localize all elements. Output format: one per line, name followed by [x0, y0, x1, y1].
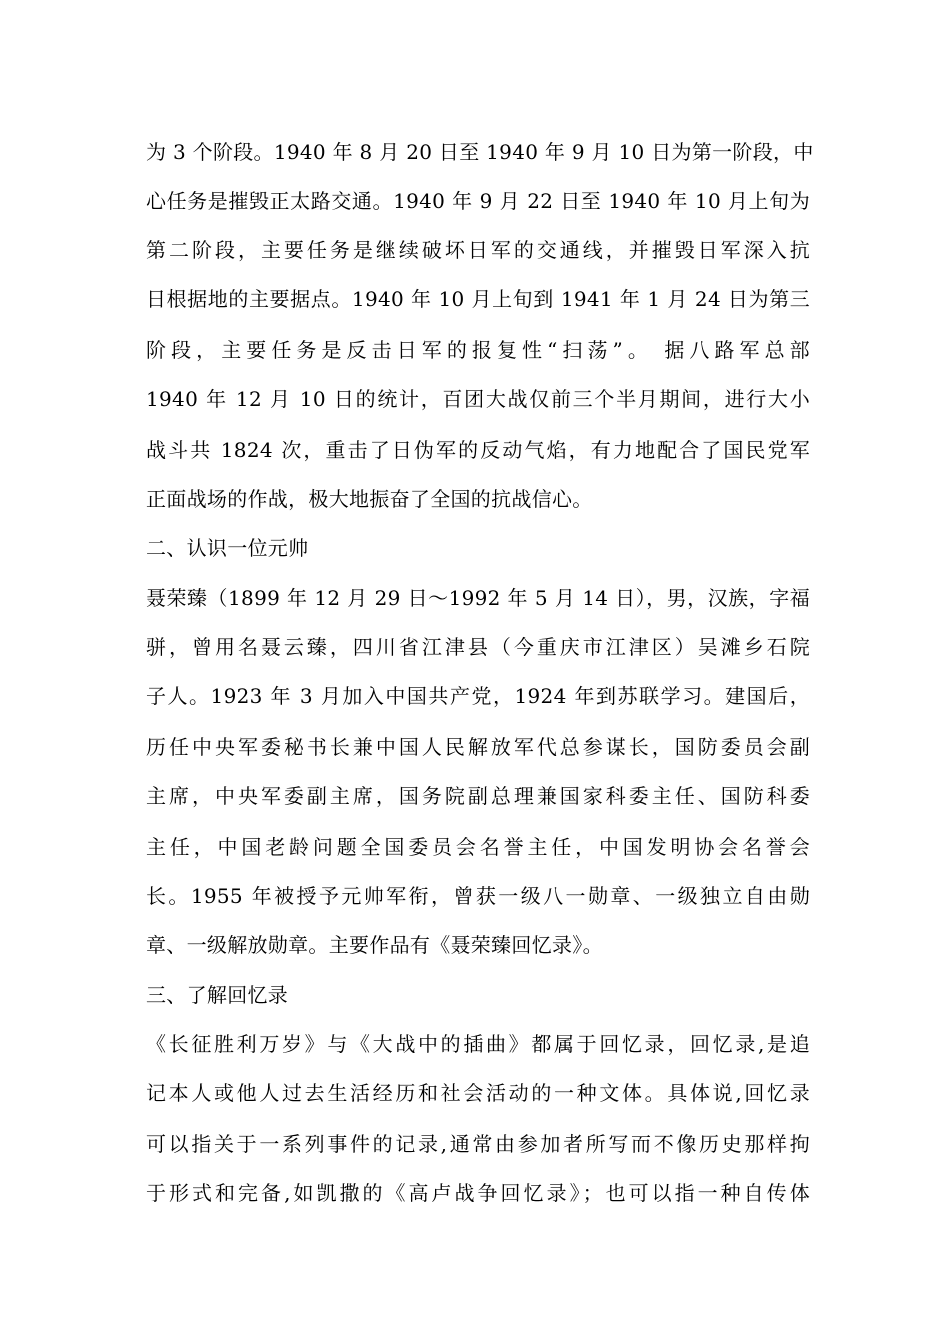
- text-line: 阶段，主要任务是反击日军的报复性“扫荡”。 据八路军总部: [146, 338, 810, 362]
- text-line: 心任务是摧毁正太路交通。1940 年 9 月 22 日至 1940 年 10 月上旬为: [146, 189, 810, 213]
- text-line: 日根据地的主要据点。1940 年 10 月上旬到 1941 年 1 月 24 日为第三: [146, 287, 810, 311]
- text-line: 骈，曾用名聂云臻，四川省江津县（今重庆市江津区）吴滩乡石院: [146, 635, 810, 659]
- text-line: 正面战场的作战，极大地振奋了全国的抗战信心。: [146, 487, 593, 511]
- text-line: 历任中央军委秘书长兼中国人民解放军代总参谋长，国防委员会副: [146, 735, 810, 759]
- text-line: 1940 年 12 月 10 日的统计，百团大战仅前三个半月期间，进行大小: [146, 387, 810, 411]
- text-line: 第二阶段，主要任务是继续破坏日军的交通线，并摧毁日军深入抗: [146, 238, 810, 262]
- section-heading: 三、了解回忆录: [146, 983, 289, 1007]
- text-line: 《长征胜利万岁》与《大战中的插曲》都属于回忆录，回忆录,是追: [146, 1032, 810, 1056]
- text-line: 为 3 个阶段。1940 年 8 月 20 日至 1940 年 9 月 10 日为第一阶段，中: [146, 140, 814, 164]
- section-heading: 二、认识一位元帅: [146, 536, 309, 560]
- text-line: 主任，中国老龄问题全国委员会名誉主任，中国发明协会名誉会: [146, 835, 810, 859]
- text-line: 记本人或他人过去生活经历和社会活动的一种文体。具体说,回忆录: [146, 1081, 810, 1105]
- text-line: 可以指关于一系列事件的记录,通常由参加者所写而不像历史那样拘: [146, 1132, 810, 1156]
- text-line: 主席，中央军委副主席，国务院副总理兼国家科委主任、国防科委: [146, 784, 810, 808]
- text-line: 聂荣臻（1899 年 12 月 29 日～1992 年 5 月 14 日），男，汉族，字福: [146, 586, 810, 610]
- text-line: 章、一级解放勋章。主要作品有《聂荣臻回忆录》。: [146, 933, 603, 957]
- text-line: 于形式和完备,如凯撒的《高卢战争回忆录》；也可以指一种自传体: [146, 1181, 810, 1205]
- text-line: 战斗共 1824 次，重击了日伪军的反动气焰，有力地配合了国民党军: [146, 438, 810, 462]
- text-line: 子人。1923 年 3 月加入中国共产党，1924 年到苏联学习。建国后，: [146, 684, 810, 708]
- text-line: 长。1955 年被授予元帅军衔，曾获一级八一勋章、一级独立自由勋: [146, 884, 810, 908]
